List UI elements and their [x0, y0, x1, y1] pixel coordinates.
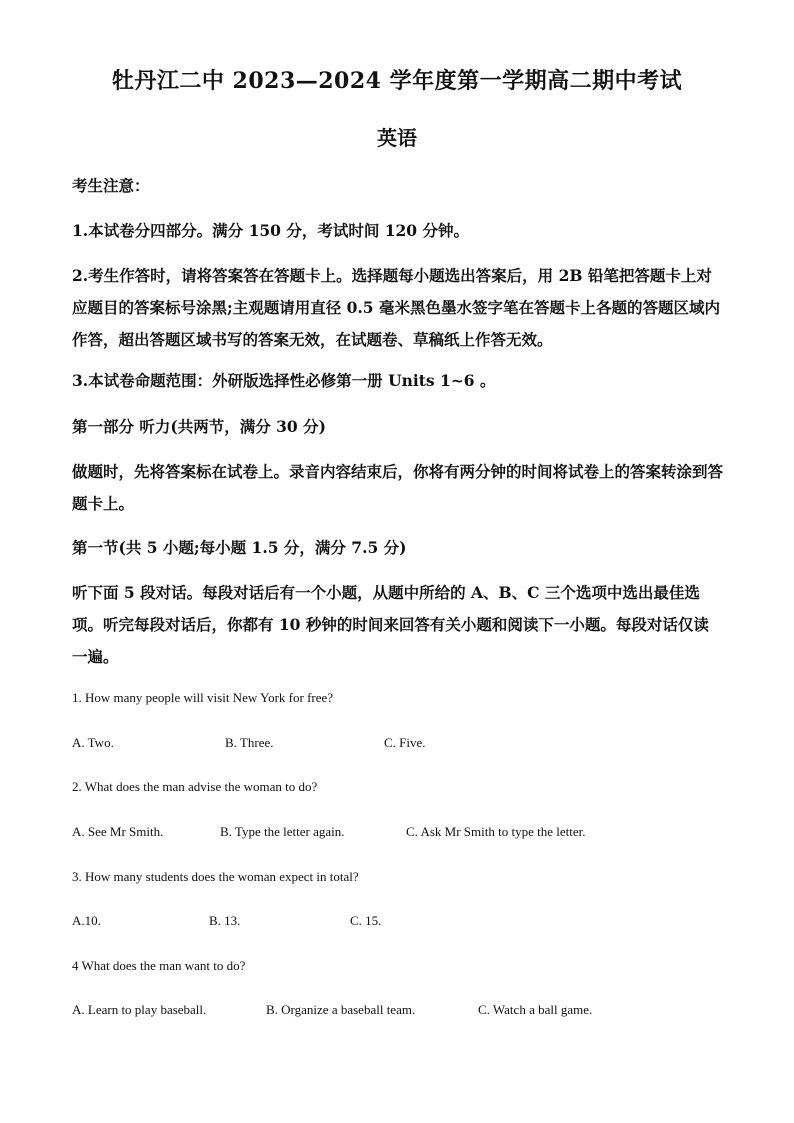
question-1-option-c[interactable]: C. Five. [384, 735, 426, 750]
question-2-stem: 2. What does the man advise the woman to do? [72, 779, 318, 794]
question-1-option-a[interactable]: A. Two. [72, 735, 114, 750]
question-2-option-c[interactable]: C. Ask Mr Smith to type the letter. [406, 824, 586, 839]
exam-title: 牡丹江二中 2023—2024 学年度第一学期高二期中考试 [111, 68, 683, 94]
question-4-option-b[interactable]: B. Organize a baseball team. [266, 1002, 416, 1017]
part1-instruction: 做题时，先将答案标在试卷上。录音内容结束后，你将有两分钟的时间将试卷上的答案转涂到答题卡上。 [72, 462, 724, 513]
section1-instruction: 听下面 5 段对话。每段对话后有一个小题，从题中所给的 A、B、C 三个选项中选出最佳选项。听完每段对话后，你都有 10 秒钟的时间来回答有关小题和阅读下一小题。每段对话仅读一遍。 [72, 583, 709, 666]
question-4-option-c[interactable]: C. Watch a ball game. [478, 1002, 593, 1017]
part1-heading: 第一部分 听力(共两节，满分 30 分) [72, 417, 326, 436]
question-1-options [72, 733, 724, 753]
notice-heading: 考生注意： [72, 176, 150, 195]
question-2-option-a[interactable]: A. See Mr Smith. [72, 824, 164, 839]
question-1-option-b[interactable]: B. Three. [225, 735, 274, 750]
question-4-stem: 4 What does the man want to do? [72, 958, 246, 973]
question-4-option-a[interactable]: A. Learn to play baseball. [72, 1002, 207, 1017]
question-3-stem: 3. How many students does the woman expect in total? [72, 869, 359, 884]
notice-item-1: 1.本试卷分四部分。满分 150 分，考试时间 120 分钟。 [72, 221, 469, 240]
question-2-options [72, 822, 724, 842]
question-3-option-c[interactable]: C. 15. [350, 913, 382, 928]
question-3-option-b[interactable]: B. 13. [209, 913, 241, 928]
question-3-options [72, 911, 724, 931]
notice-item-3: 3.本试卷命题范围：外研版选择性必修第一册 Units 1~6 。 [72, 371, 496, 390]
question-2-option-b[interactable]: B. Type the letter again. [220, 824, 345, 839]
question-1-stem: 1. How many people will visit New York for free? [72, 690, 334, 705]
section1-heading: 第一节(共 5 小题;每小题 1.5 分，满分 7.5 分) [72, 538, 407, 557]
notice-item-2: 2.考生作答时，请将答案答在答题卡上。选择题每小题选出答案后，用 2B 铅笔把答题卡上对应题目的答案标号涂黑;主观题请用直径 0.5 毫米黑色墨水签字笔在答题卡上各题的答题区域内作答，超出答题区域书写的答案无效，在试题卷、草稿纸上作答无效。 [72, 266, 720, 349]
exam-subject: 英语 [377, 126, 417, 150]
question-3-option-a[interactable]: A.10. [72, 913, 101, 928]
question-4-options [72, 1000, 724, 1020]
